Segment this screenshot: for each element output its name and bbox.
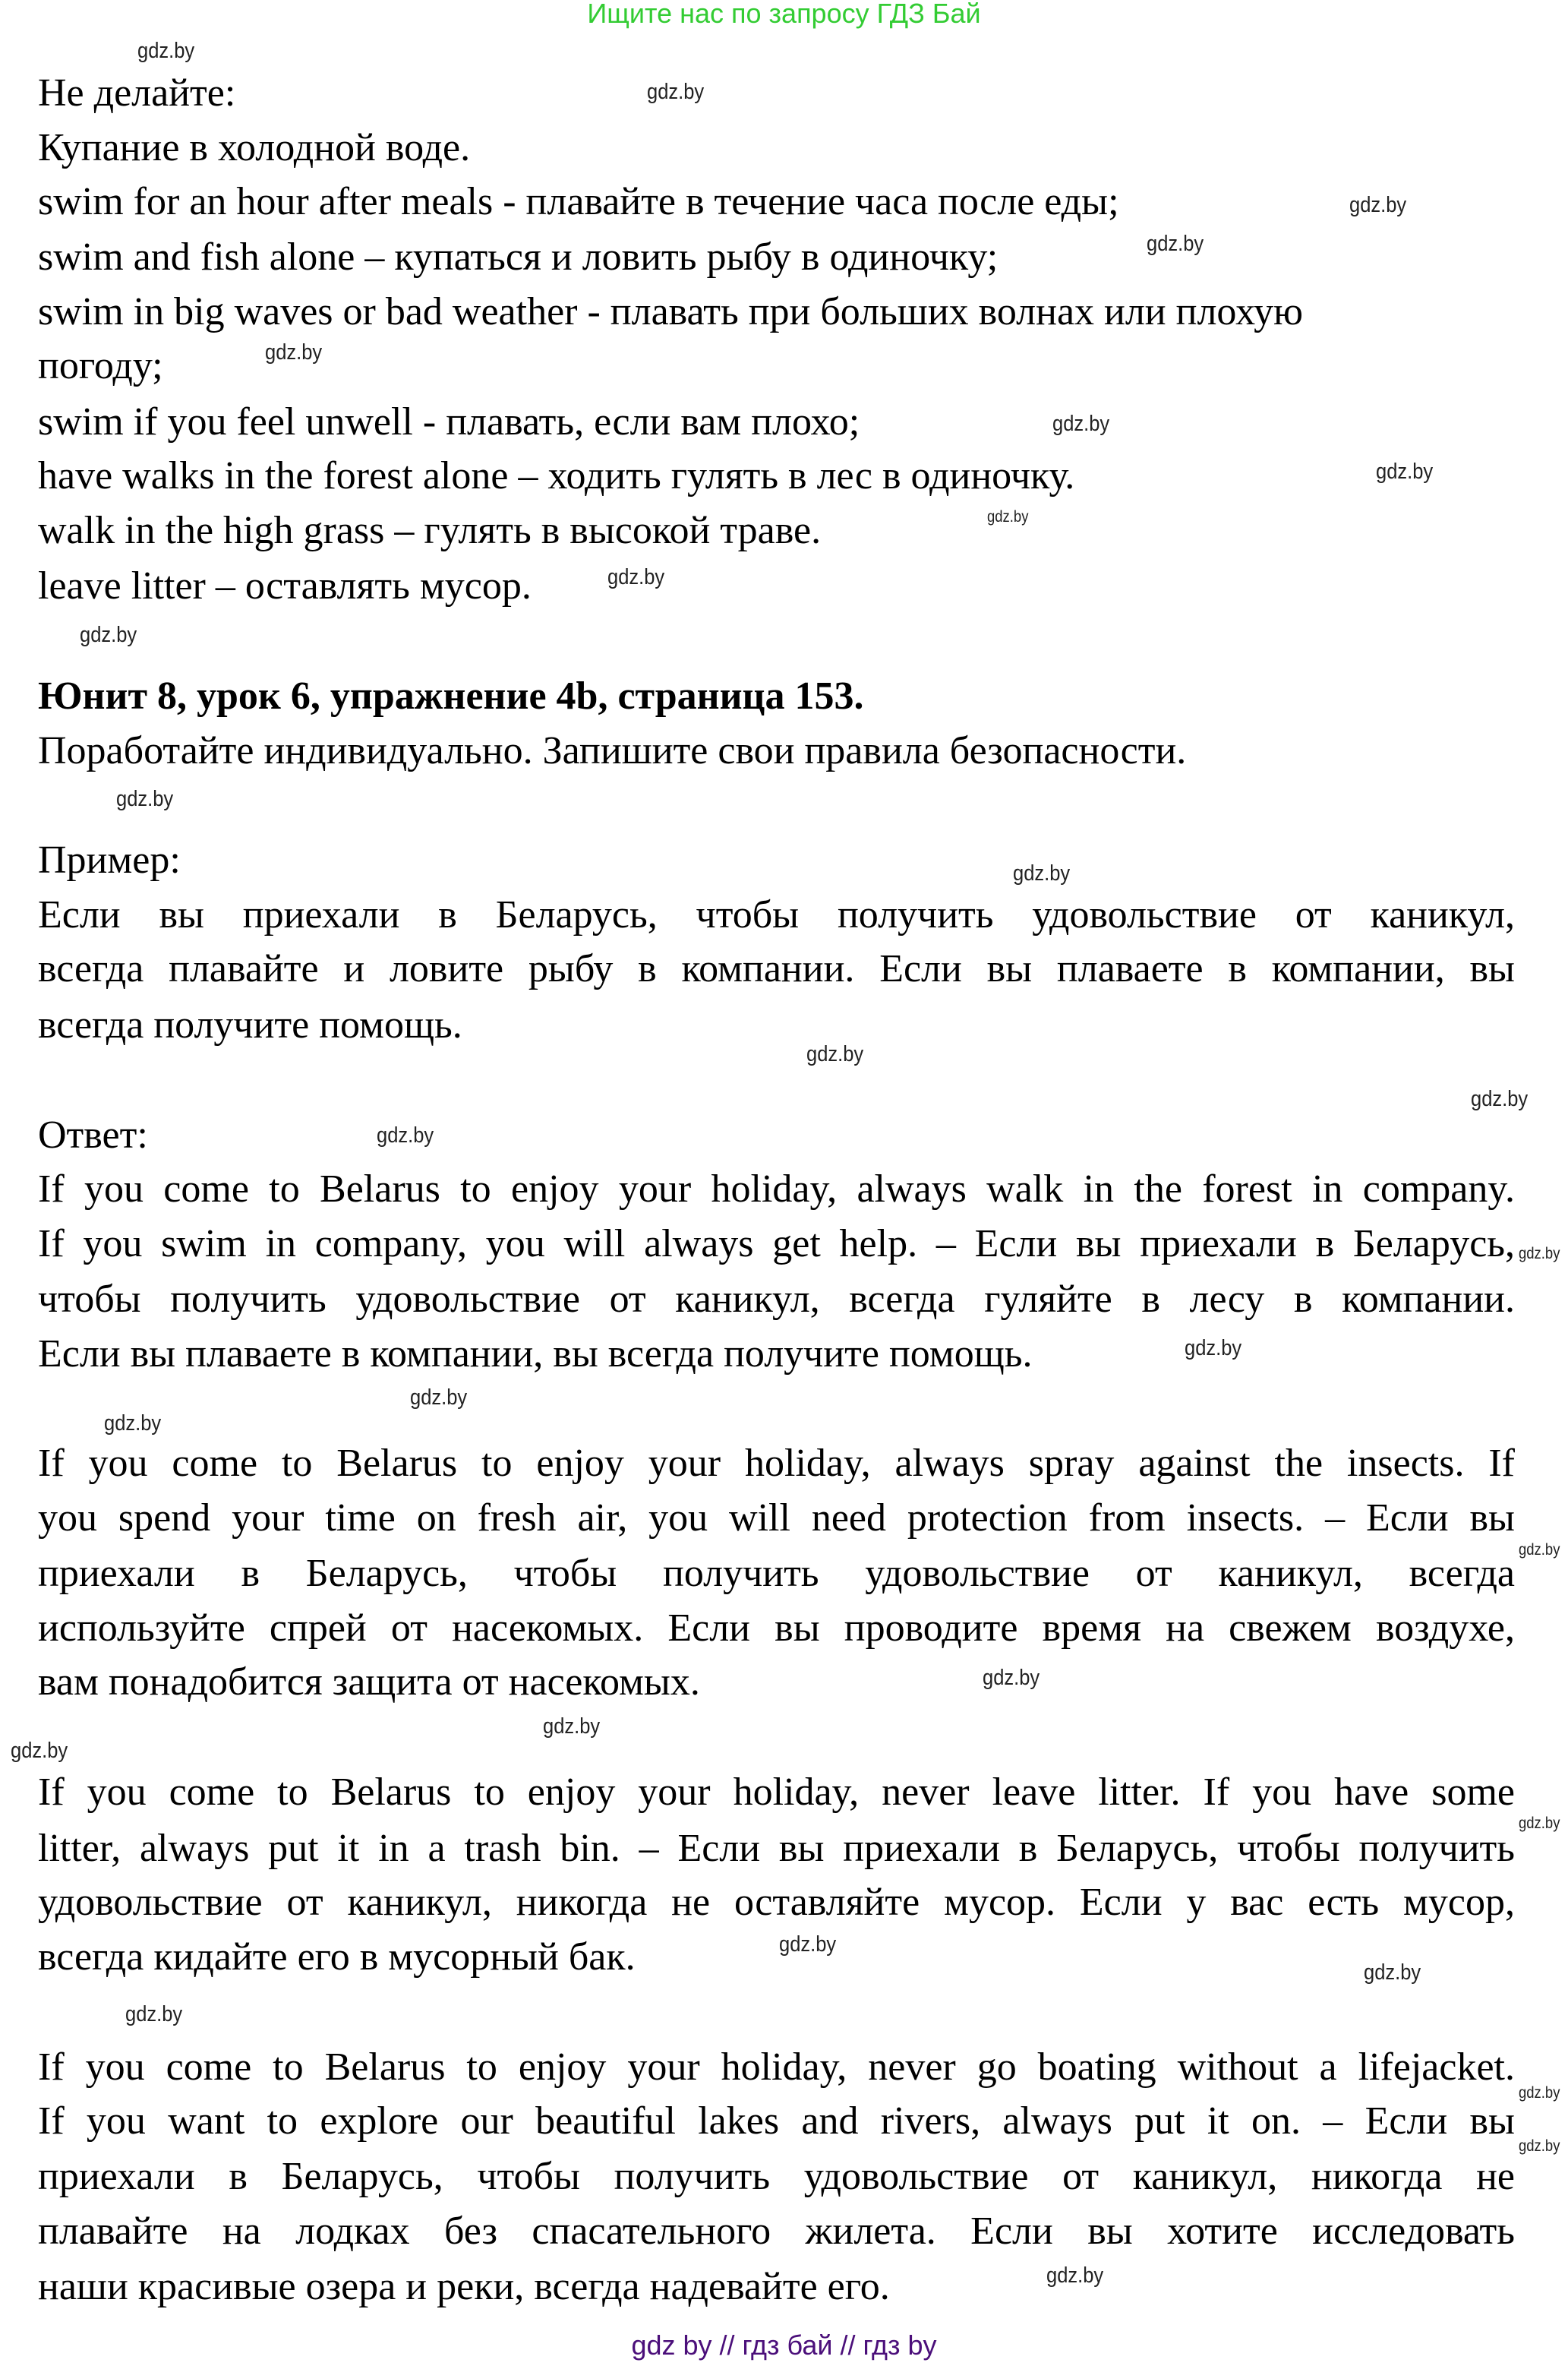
text-line: вам понадобится защита от насекомых. (38, 1660, 700, 1704)
watermark-text: gdz.by (1185, 1336, 1242, 1360)
watermark-text: gdz.by (1364, 1960, 1421, 1985)
text-line: Пример: (38, 839, 181, 882)
watermark-text: gdz.by (1013, 861, 1071, 886)
text-line: Купание в холодной воде. (38, 126, 471, 169)
text-line: Не делайте: (38, 71, 236, 115)
text-line: приехали в Беларусь, чтобы получить удовольствие от каникул, всегда (38, 1552, 1515, 1595)
watermark-text: gdz.by (1519, 1815, 1560, 1832)
watermark-text: gdz.by (410, 1385, 468, 1410)
watermark-text: gdz.by (1349, 193, 1407, 217)
text-line: If you come to Belarus to enjoy your holiday, always walk in the forest in company. (38, 1167, 1515, 1211)
text-line: всегда кидайте его в мусорный бак. (38, 1935, 636, 1979)
text-line: you spend your time on fresh air, you will need protection from insects. – Если вы (38, 1496, 1515, 1540)
text-line: всегда плавайте и ловите рыбу в компании. Если вы плаваете в компании, вы (38, 947, 1515, 990)
text-line: litter, always put it in a trash bin. – Если вы приехали в Беларусь, чтобы получить (38, 1827, 1515, 1870)
watermark-text: gdz.by (1519, 1541, 1560, 1559)
search-hint-banner: Ищите нас по запросу ГДЗ Бай (587, 0, 981, 29)
text-line: have walks in the forest alone – ходить гулять в лес в одиночку. (38, 454, 1075, 497)
text-line: walk in the high grass – гулять в высокой траве. (38, 509, 822, 552)
watermark-text: gdz.by (1376, 460, 1434, 484)
text-line: swim and fish alone – купаться и ловить рыбу в одиночку; (38, 235, 999, 279)
text-line: используйте спрей от насекомых. Если вы проводите время на свежем воздухе, (38, 1606, 1515, 1650)
watermark-text: gdz.by (1471, 1087, 1529, 1111)
watermark-text: gdz.by (607, 565, 665, 589)
watermark-text: gdz.by (137, 39, 195, 63)
watermark-text: gdz.by (11, 1739, 68, 1763)
text-line: Ответ: (38, 1113, 148, 1157)
text-line: swim in big waves or bad weather - плавать при больших волнах или плохую (38, 290, 1303, 333)
text-line: leave litter – оставлять мусор. (38, 564, 532, 608)
text-line: Поработайте индивидуально. Запишите свои правила безопасности. (38, 729, 1187, 772)
watermark-text: gdz.by (1052, 412, 1110, 436)
text-line: If you want to explore our beautiful lakes and rivers, always put it on. – Если вы (38, 2099, 1515, 2143)
text-line: приехали в Беларусь, чтобы получить удовольствие от каникул, никогда не (38, 2155, 1515, 2198)
watermark-text: gdz.by (647, 80, 705, 104)
watermark-text: gdz.by (987, 508, 1029, 526)
watermark-text: gdz.by (779, 1932, 837, 1957)
watermark-text: gdz.by (104, 1411, 162, 1436)
text-line: If you come to Belarus to enjoy your holiday, always spray against the insects. If (38, 1442, 1515, 1485)
text-line: всегда получите помощь. (38, 1003, 462, 1047)
watermark-text: gdz.by (377, 1123, 434, 1148)
text-line: чтобы получить удовольствие от каникул, всегда гуляйте в лесу в компании. (38, 1278, 1515, 1321)
text-line: If you come to Belarus to enjoy your holiday, never go boating without a lifejacket. (38, 2045, 1515, 2089)
watermark-text: gdz.by (1519, 2137, 1560, 2155)
watermark-text: gdz.by (1046, 2263, 1104, 2288)
watermark-text: gdz.by (1519, 1245, 1560, 1262)
text-line: Если вы плаваете в компании, вы всегда получите помощь. (38, 1332, 1033, 1376)
text-line: плавайте на лодках без спасательного жилета. Если вы хотите исследовать (38, 2209, 1515, 2253)
watermark-text: gdz.by (80, 623, 137, 647)
text-line: If you swim in company, you will always get help. – Если вы приехали в Беларусь, (38, 1222, 1515, 1265)
watermark-text: gdz.by (125, 2002, 183, 2026)
footer-banner: gdz by // гдз бай // гдз by (631, 2330, 937, 2361)
watermark-text: gdz.by (265, 340, 323, 365)
watermark-text: gdz.by (983, 1666, 1040, 1690)
watermark-text: gdz.by (806, 1042, 864, 1066)
text-line: наши красивые озера и реки, всегда надевайте его. (38, 2265, 890, 2308)
section-heading: Юнит 8, урок 6, упражнение 4b, страница 153. (38, 674, 864, 718)
text-line: погоду; (38, 344, 163, 387)
text-line: swim for an hour after meals - плавайте в течение часа после еды; (38, 180, 1119, 223)
watermark-text: gdz.by (1519, 2084, 1560, 2102)
text-line: If you come to Belarus to enjoy your holiday, never leave litter. If you have some (38, 1770, 1515, 1814)
text-line: swim if you feel unwell - плавать, если вам плохо; (38, 400, 860, 444)
text-line: Если вы приехали в Беларусь, чтобы получить удовольствие от каникул, (38, 893, 1515, 937)
watermark-text: gdz.by (1147, 232, 1204, 256)
watermark-text: gdz.by (116, 787, 174, 811)
text-line: удовольствие от каникул, никогда не оставляйте мусор. Если у вас есть мусор, (38, 1881, 1515, 1924)
watermark-text: gdz.by (543, 1714, 601, 1739)
